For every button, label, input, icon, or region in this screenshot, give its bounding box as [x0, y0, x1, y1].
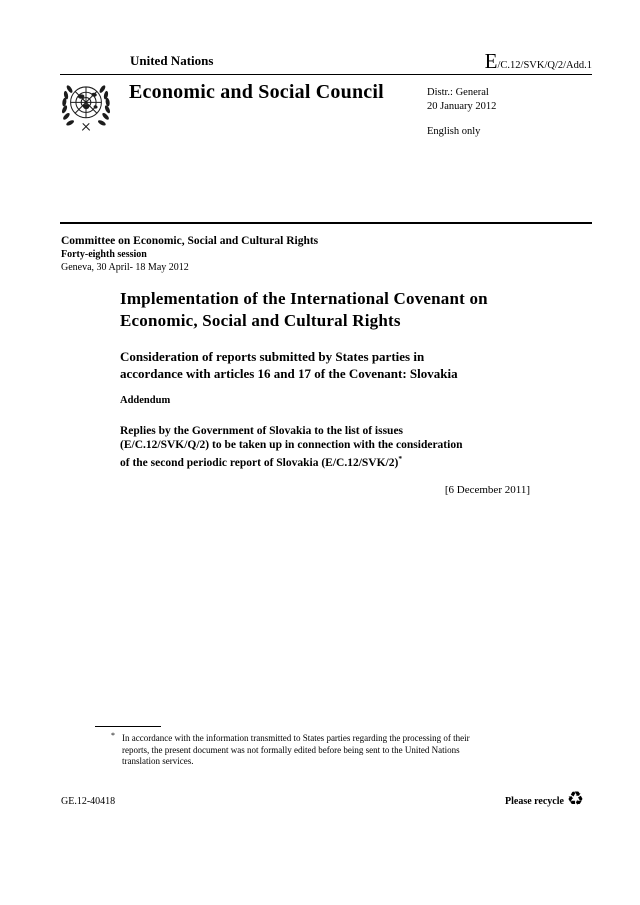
footnote-marker: *	[111, 731, 115, 740]
distribution-block	[427, 86, 496, 139]
main-title	[120, 288, 530, 331]
replies-heading-line: of the second periodic report of Slovakia (E/C.12/SVK/2)*	[120, 454, 403, 469]
session-title: Forty-eighth session	[61, 248, 147, 260]
committee-block	[61, 235, 318, 275]
subtitle	[120, 349, 530, 382]
date-received: [6 December 2011]	[444, 484, 530, 497]
footnote-line: reports, the present document was not formally edited before being sent to the United Nations	[122, 744, 460, 755]
main-title-line: Implementation of the International Covenant on	[120, 289, 488, 308]
doc-symbol	[485, 49, 592, 74]
recycle-label: Please recycle	[505, 796, 564, 807]
language-note: English only	[427, 126, 481, 137]
subtitle-line: accordance with articles 16 and 17 of the Covenant: Slovakia	[120, 365, 458, 381]
doc-symbol-prefix: E	[484, 49, 498, 73]
footnote-line: translation services.	[122, 756, 194, 766]
document-body	[120, 288, 530, 496]
doc-symbol-suffix: /C.12/SVK/Q/2/Add.1	[497, 60, 592, 71]
un-emblem-icon	[58, 78, 114, 136]
org-name: United Nations	[130, 53, 214, 68]
session-location-dates: Geneva, 30 April- 18 May 2012	[61, 262, 189, 273]
footnote-separator	[95, 726, 161, 727]
committee-name: Committee on Economic, Social and Cultural Rights	[61, 235, 319, 247]
section-rule	[60, 222, 592, 224]
document-number: GE.12-40418	[61, 796, 116, 807]
distribution-date: 20 January 2012	[427, 100, 497, 112]
distribution-type: Distr.: General	[427, 87, 489, 98]
subtitle-line: Consideration of reports submitted by States parties in	[120, 349, 425, 364]
addendum-label: Addendum	[120, 395, 171, 406]
council-name: Economic and Social Council	[129, 81, 384, 103]
recycle-icon: ♻	[566, 788, 584, 810]
replies-heading	[120, 425, 530, 470]
replies-heading-line: (E/C.12/SVK/Q/2) to be taken up in connection with the consideration	[120, 438, 463, 451]
replies-heading-line: Replies by the Government of Slovakia to the list of issues	[120, 425, 404, 437]
main-title-line: Economic, Social and Cultural Rights	[120, 310, 401, 330]
header-rule	[60, 74, 592, 75]
footnote-line: In accordance with the information transmitted to States parties regarding the processing of their	[122, 733, 470, 743]
recycle-notice	[505, 788, 584, 811]
footnote-reference: *	[398, 454, 403, 463]
footnote	[111, 731, 522, 768]
